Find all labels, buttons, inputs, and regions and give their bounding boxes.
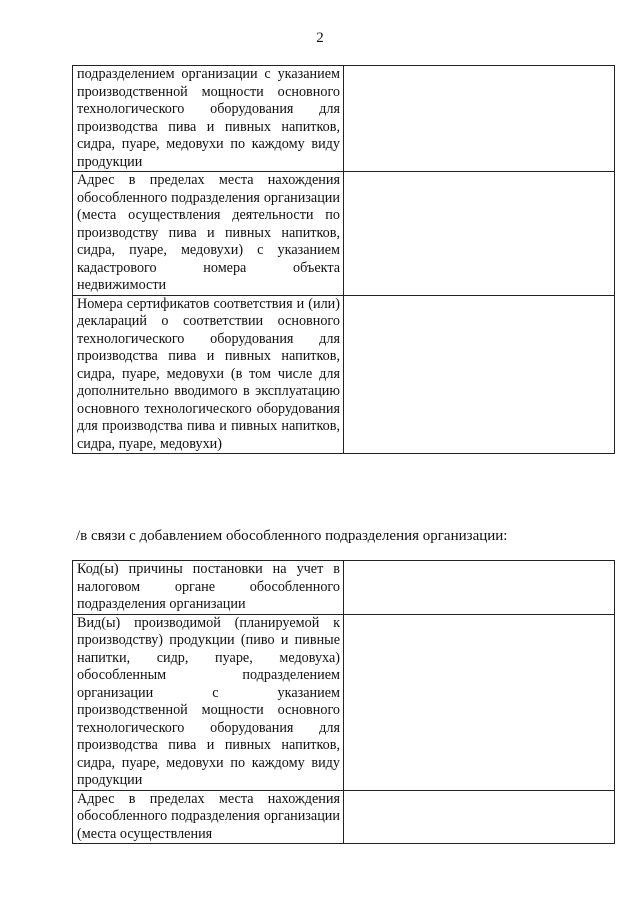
row-label: Адрес в пределах места нахождения обособленного подразделения организации (места осуществления (73, 790, 344, 844)
row-value-field[interactable] (344, 66, 615, 172)
row-label: подразделением организации с указанием производственной мощности основного технологического оборудования для производства пива и пивных напитков, сидра, пуаре, медовухи по каждому виду продукции (73, 66, 344, 172)
row-value-field[interactable] (344, 561, 615, 615)
row-label: Адрес в пределах места нахождения обособленного подразделения организации (места осуществления деятельности по производству пива и пивных напитков, сидра, пуаре, медовухи) с указанием кадастрового номера объекта недвижимости (73, 172, 344, 296)
table-row (73, 66, 615, 172)
row-label: Номера сертификатов соответствия и (или) деклараций о соответствии основного технологического оборудования для производства пива и пивных напитков, сидра, пуаре, медовухи (в том числе для дополнительно вводимого в эксплуатацию основного технологического оборудования для производства пива и пивных напитков, сидра, пуаре, медовухи) (73, 295, 344, 454)
form-table-1 (72, 65, 615, 454)
row-value-field[interactable] (344, 295, 615, 454)
row-label: Вид(ы) производимой (планируемой к производству) продукции (пиво и пивные напитки, сидр, пуаре, медовуха) обособленным подразделением организации с указанием производственной мощности основного технологического оборудования для производства пива и пивных напитков, сидра, пуаре, медовухи по каждому виду продукции (73, 614, 344, 790)
table-row (73, 295, 615, 454)
page-number: 2 (316, 30, 324, 46)
section-heading: /в связи с добавлением обособленного подразделения организации: (76, 528, 508, 544)
row-value-field[interactable] (344, 614, 615, 790)
table-row (73, 790, 615, 844)
row-label: Код(ы) причины постановки на учет в налоговом органе обособленного подразделения организации (73, 561, 344, 615)
row-value-field[interactable] (344, 790, 615, 844)
table-row (73, 561, 615, 615)
table-row (73, 614, 615, 790)
form-table-2 (72, 560, 615, 844)
row-value-field[interactable] (344, 172, 615, 296)
table-row (73, 172, 615, 296)
